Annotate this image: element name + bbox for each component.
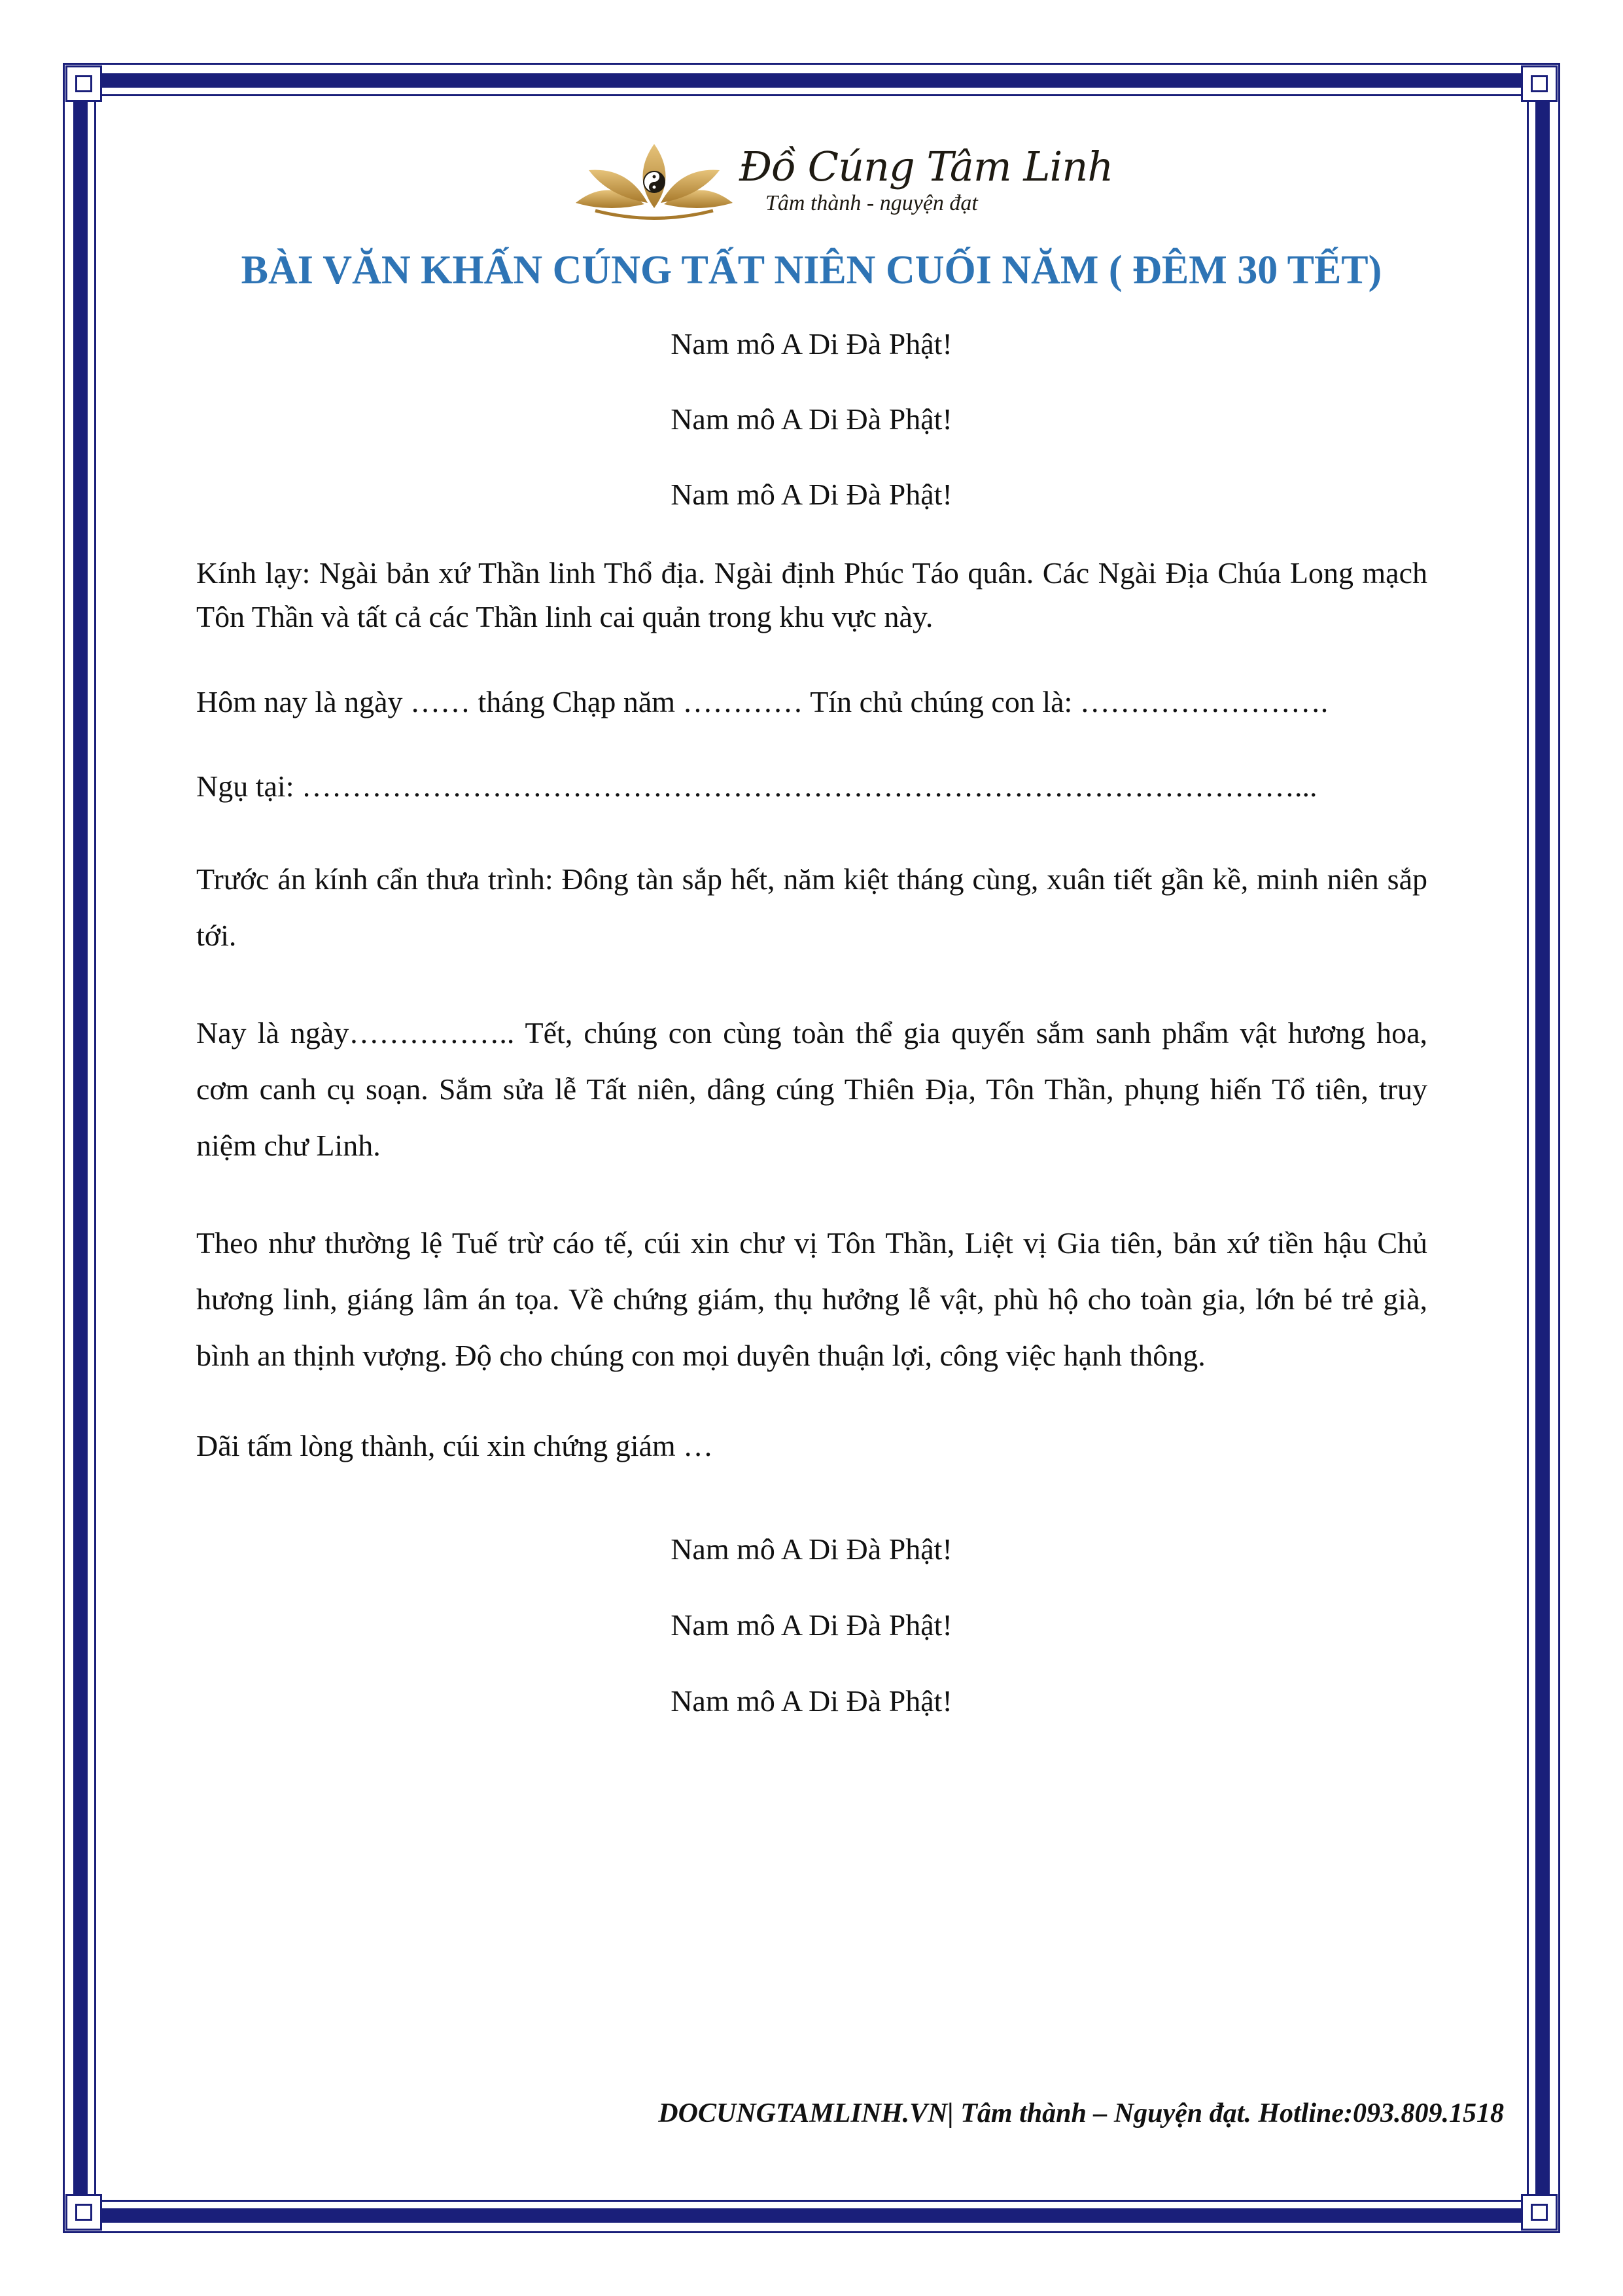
- opening-invocation: Nam mô A Di Đà Phật!: [671, 478, 952, 511]
- border-corner-ornament: [1521, 65, 1558, 102]
- opening-invocation: Nam mô A Di Đà Phật!: [671, 402, 952, 436]
- closing-invocation: Nam mô A Di Đà Phật!: [671, 1684, 952, 1718]
- logo-brand-text: Đồ Cúng Tâm Linh: [739, 143, 1113, 190]
- prayer-paragraph: Nay là ngày…………….. Tết, chúng con cùng toàn thể gia quyến sắm sanh phẩm vật hương hoa, cơm canh cụ soạn. Sắm sửa lễ Tất niên, dâng cúng Thiên Địa, Tôn Thần, phụng hiến Tổ tiên, truy niệm chư Linh.: [196, 1016, 1427, 1162]
- prayer-paragraph: Theo như thường lệ Tuế trừ cáo tế, cúi xin chư vị Tôn Thần, Liệt vị Gia tiên, bản xứ tiền hậu Chủ hương linh, giáng lâm án tọa. Về chứng giám, thụ hưởng lễ vật, phù hộ cho toàn gia, lớn bé trẻ già, bình an thịnh vượng. Độ cho chúng con mọi duyên thuận lợi, công việc hạnh thông.: [196, 1226, 1427, 1372]
- prayer-paragraph: Kính lạy: Ngài bản xứ Thần linh Thổ địa. Ngài định Phúc Táo quân. Các Ngài Địa Chúa Long mạch Tôn Thần và tất cả các Thần linh cai quản trong khu vực này.: [196, 556, 1427, 633]
- prayer-paragraph: Trước án kính cẩn thưa trình: Đông tàn sắp hết, năm kiệt tháng cùng, xuân tiết gần kề, minh niên sắp tới.: [196, 862, 1427, 952]
- border-corner-ornament: [65, 65, 102, 102]
- footer-contact: DOCUNGTAMLINH.VN| Tâm thành – Nguyện đạt. Hotline:093.809.1518: [658, 2098, 1504, 2128]
- closing-invocation: Nam mô A Di Đà Phật!: [671, 1608, 952, 1642]
- border-corner-ornament: [65, 2194, 102, 2231]
- logo-tagline: Tâm thành - nguyện đạt: [765, 191, 978, 215]
- prayer-paragraph: Ngụ tại: ………………………………………………………………………………………...: [196, 769, 1318, 803]
- brand-logo: [569, 131, 1113, 229]
- opening-invocation: Nam mô A Di Đà Phật!: [671, 327, 952, 361]
- prayer-paragraph: Dãi tấm lòng thành, cúi xin chứng giám …: [196, 1429, 714, 1462]
- page-title: BÀI VĂN KHẤN CÚNG TẤT NIÊN CUỐI NĂM ( ĐÊM 30 TẾT): [241, 248, 1382, 292]
- border-corner-ornament: [1521, 2194, 1558, 2231]
- prayer-paragraph: Hôm nay là ngày …… tháng Chạp năm ………… Tín chủ chúng con là: …………………….: [196, 685, 1329, 718]
- lotus-icon: [569, 131, 739, 229]
- closing-invocation: Nam mô A Di Đà Phật!: [671, 1532, 952, 1566]
